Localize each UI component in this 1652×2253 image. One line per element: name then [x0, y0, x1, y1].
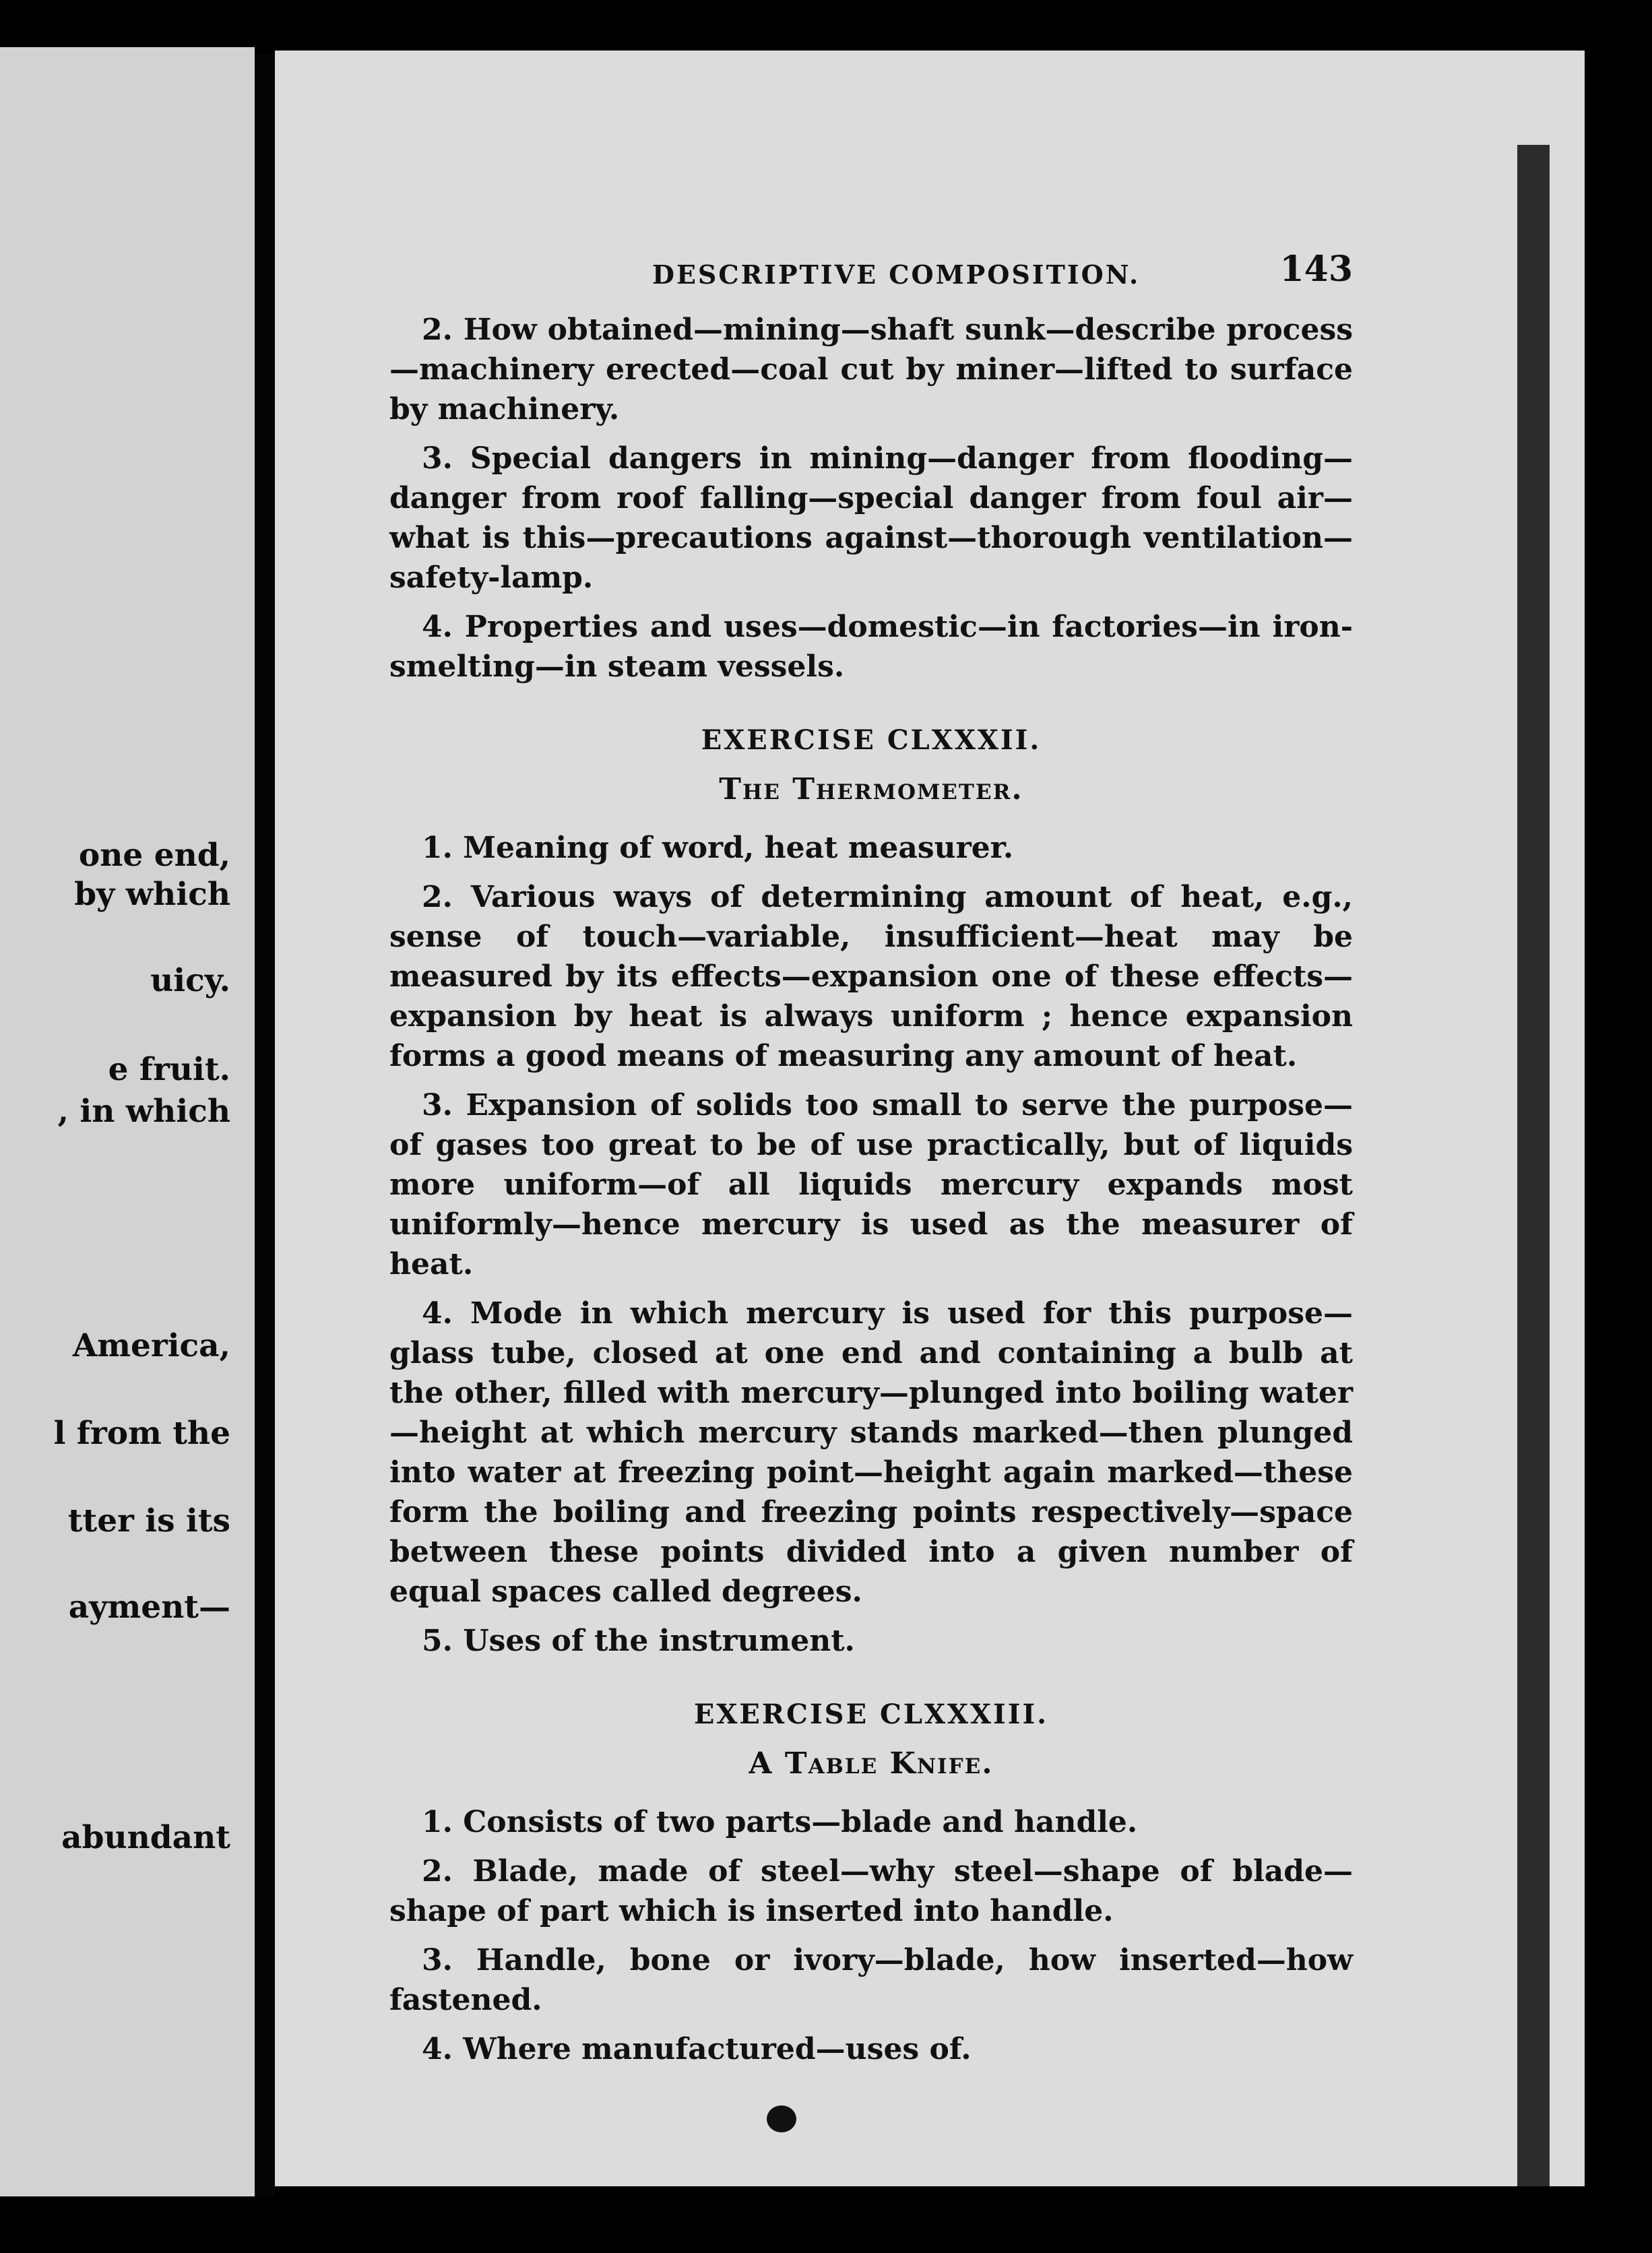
exercise-183 [389, 1694, 1353, 2069]
left-page-fragment: l from the [53, 1415, 230, 1452]
exercise-182 [389, 720, 1353, 1661]
list-item: 4. Mode in which mercury is used for this purpose—glass tube, closed at one end and containing a bulb at the other, filled with mercury—plunged into boiling water—height at which mercury stands marked—then plunged into water at freezing point—height again marked—these form the boiling and freezing points respectively—space between these points divided into a given number of equal spaces called degrees. [389, 1296, 1353, 1609]
left-page-fragment: by which [74, 876, 230, 913]
left-page-fragment: e fruit. [108, 1051, 230, 1088]
list-item: 5. Uses of the instrument. [422, 1624, 855, 1658]
exercise-title: The Thermometer. [719, 772, 1023, 806]
coal-exercise-continuation [389, 310, 1353, 687]
list-item: 4. Where manufactured—uses of. [422, 2032, 972, 2066]
page-content [389, 249, 1353, 2079]
exercise-title: A Table Knife. [749, 1746, 994, 1781]
running-head [389, 249, 1353, 310]
list-item: 2. Various ways of determining amount of heat, e.g., sense of touch—variable, insufficient—heat may be measured by its effects—expansion one of these effects—expansion by heat is always uniform ; hence expansion forms a good means of measuring any amount of heat. [389, 880, 1353, 1073]
list-item: 2. Blade, made of steel—why steel—shape of blade—shape of part which is inserted into handle. [389, 1854, 1353, 1928]
left-page-fragment: tter is its [67, 1502, 230, 1540]
left-page [0, 47, 255, 2196]
left-page-fragment: ayment— [68, 1589, 230, 1626]
left-page-fragment: , in which [57, 1093, 230, 1130]
book-gutter [255, 54, 275, 2196]
left-page-fragment: America, [72, 1327, 230, 1364]
list-item: 3. Handle, bone or ivory—blade, how inserted—how fastened. [389, 1943, 1353, 2017]
left-page-fragment: one end, [78, 837, 230, 874]
right-page [275, 51, 1585, 2186]
exercise-heading: EXERCISE CLXXXII. [701, 724, 1042, 756]
left-page-fragment: abundant [61, 1819, 230, 1856]
list-item: 1. Consists of two parts—blade and handle. [422, 1805, 1138, 1839]
list-item: 1. Meaning of word, heat measurer. [422, 831, 1014, 865]
page-number: 143 [1279, 249, 1353, 290]
left-page-fragment: uicy. [150, 962, 230, 999]
ink-blot [767, 2105, 796, 2132]
list-item: 3. Special dangers in mining—danger from flooding—danger from roof falling—special danger from foul air—what is this—precautions against—thorough ventilation—safety-lamp. [389, 441, 1353, 595]
page-edge-shadow [1517, 145, 1550, 2186]
exercise-heading: EXERCISE CLXXXIII. [693, 1699, 1049, 1730]
list-item: 4. Properties and uses—domestic—in factories—in iron-smelting—in steam vessels. [389, 610, 1353, 684]
running-title: DESCRIPTIVE COMPOSITION. [652, 259, 1141, 290]
list-item: 3. Expansion of solids too small to serve the purpose—of gases too great to be of use practically, but of liquids more uniform—of all liquids mercury expands most uniformly—hence mercury is used as the measurer of heat. [389, 1088, 1353, 1281]
list-item: 2. How obtained—mining—shaft sunk—describe process—machinery erected—coal cut by miner—lifted to surface by machinery. [389, 313, 1353, 426]
